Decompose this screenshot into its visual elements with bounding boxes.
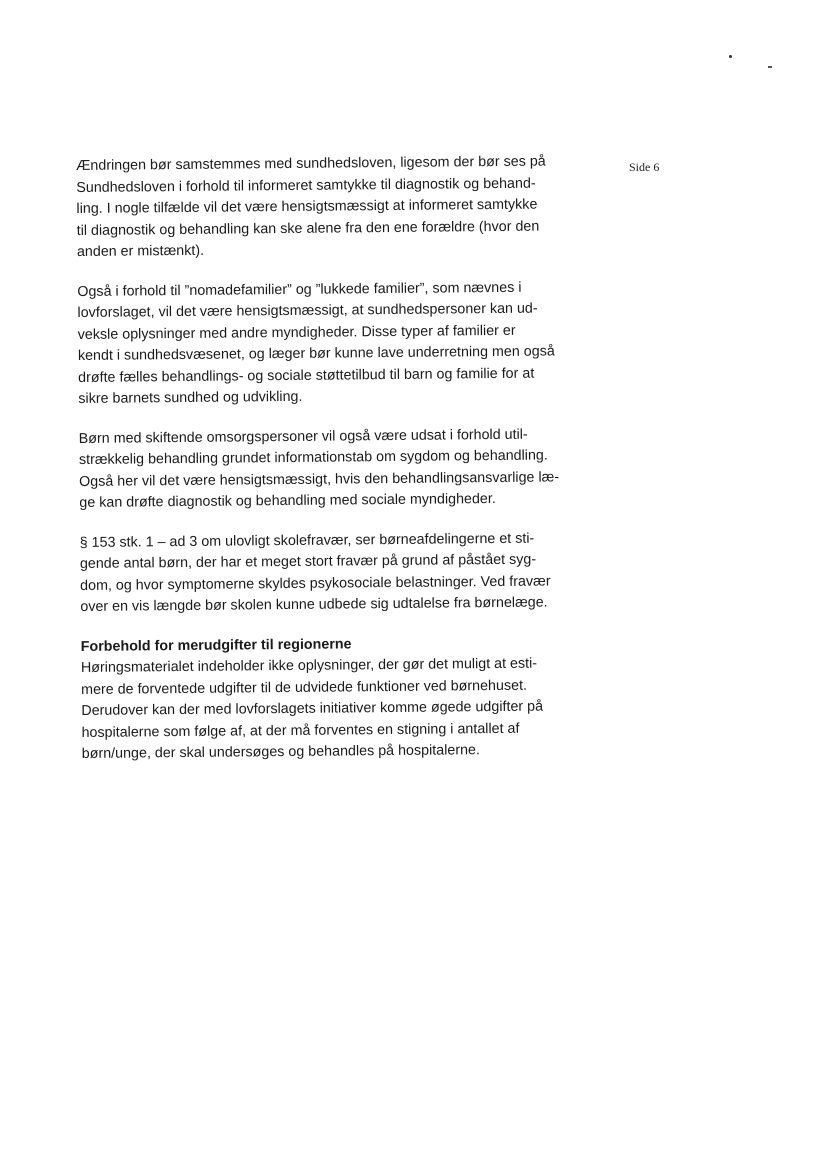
page-number: Side 6 xyxy=(629,160,660,174)
scan-artifact-dot xyxy=(729,55,732,58)
scan-artifact-mark xyxy=(768,66,772,68)
section-heading: Forbehold for merudgifter til regionerne xyxy=(80,635,352,655)
document-body xyxy=(76,151,602,783)
paragraph-nomad-families: Også i forhold til ”nomadefamilier” og ”lukkede familier”, som nævnes i lovforslaget, vil det være hensigtsmæssigt, at sundhedspersoner kan ud- veksle oplysninger med andre myndigheder. Disse typer af familier er kendt i sundhedsvæsenet, og læger bør kunne lave underretning men også drøfte fælles behandlings- og sociale støttetilbud til barn og familie for at sikre barnets sundhed og udvikling. xyxy=(77,279,555,407)
paragraph-changing-caregivers: Børn med skiftende omsorgspersoner vil også være udsat i forhold util- strækkelig behandling grundet informationstab om sygdom og behandling. Også her vil det være hensigtsmæssigt, hvis den behandlingsansvarlige læ- ge kan drøfte diagnostik og behandling med sociale myndigheder. xyxy=(78,426,560,511)
paragraph-school-absence: § 153 stk. 1 – ad 3 om ulovligt skolefravær, ser børneafdelingerne et sti- gende antal børn, der har et meget stort fravær på grund af påstået syg- dom, og hvor symptomerne skyldes psykosociale belastninger. Ved fravær over en vis længde bør skolen kunne udbede sig udtalelse fra børnelæge. xyxy=(79,530,551,615)
section-body: Høringsmaterialet indeholder ikke oplysninger, der gør det muligt at esti- mere de forventede udgifter til de udvidede funktioner ved børnehuset. Derudover kan der med lovforslagets initiativer komme øgede udgifter på hospitalerne som følge af, at der må forventes en stigning i antallet af børn/unge, der skal undersøges og behandles på hospitalerne. xyxy=(80,655,544,762)
paragraph-consent: Ændringen bør samstemmes med sundhedsloven, ligesom der bør ses på Sundhedsloven i forhold til informeret samtykke til diagnostik og behand- ling. I nogle tilfælde vil det være hensigtsmæssigt at informeret samtykke til diagnostik og behandling kan ske alene fra den ene forældre (hvor den anden er mistænkt). xyxy=(76,153,546,260)
